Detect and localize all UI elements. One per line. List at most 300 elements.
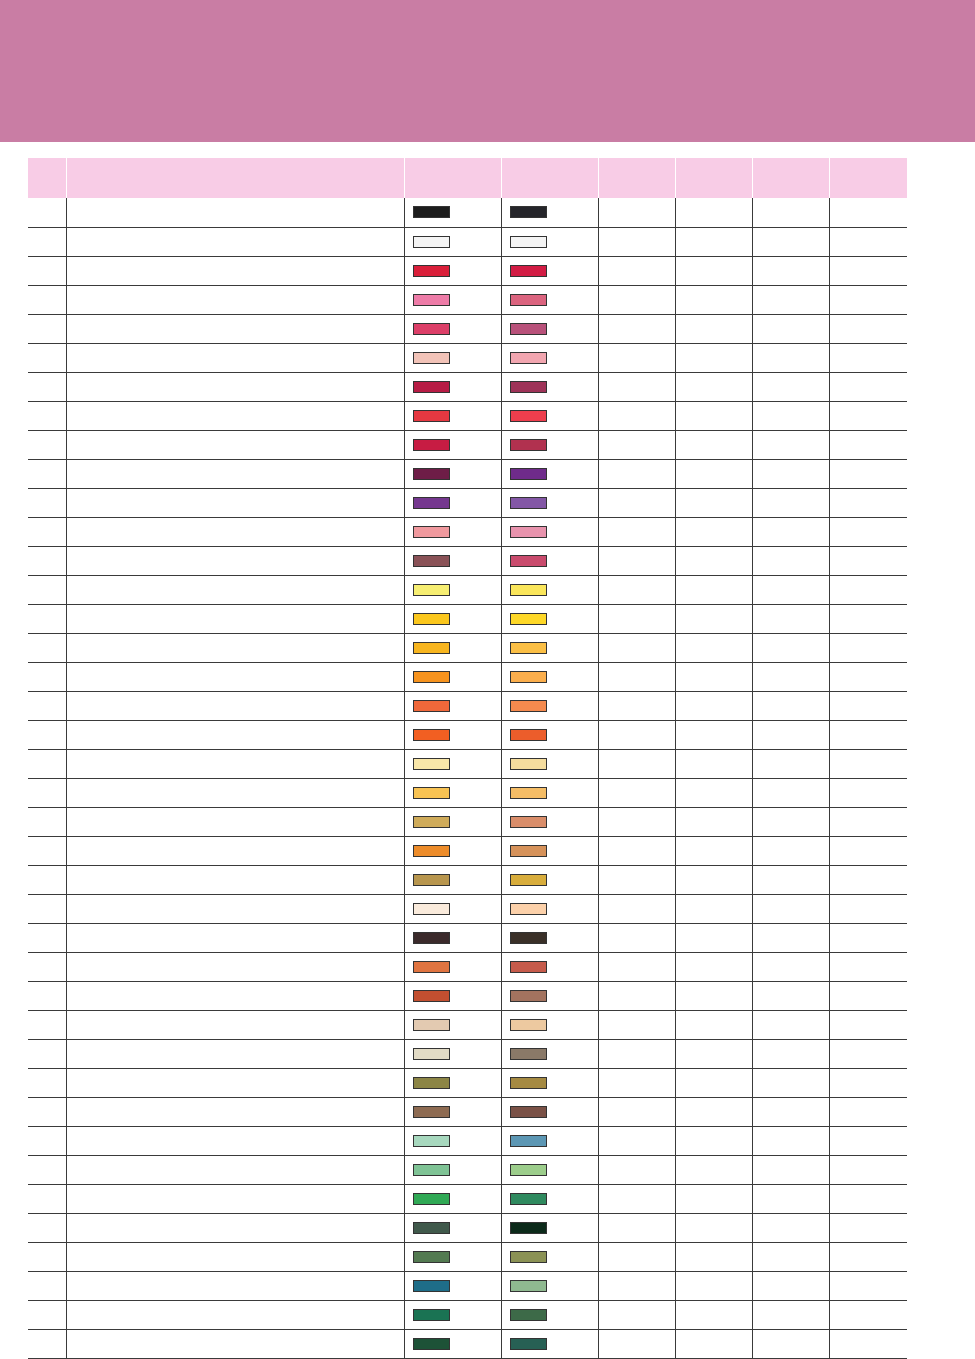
color-swatch-b (510, 410, 547, 422)
color-swatch-b (510, 1077, 547, 1089)
row-number (28, 256, 66, 285)
row-name (66, 836, 404, 865)
row-col-5 (598, 227, 675, 256)
row-col-7 (752, 1010, 829, 1039)
color-swatch-b-cell (501, 1329, 598, 1358)
color-swatch-a-cell (404, 227, 501, 256)
color-swatch-a (413, 294, 450, 306)
color-swatch-b-cell (501, 952, 598, 981)
row-number (28, 894, 66, 923)
color-swatch-a-cell (404, 372, 501, 401)
row-col-6 (675, 778, 752, 807)
color-swatch-b-cell (501, 227, 598, 256)
header-col-number (28, 158, 66, 198)
row-col-8 (829, 1184, 907, 1213)
row-col-5 (598, 1126, 675, 1155)
color-swatch-a-cell (404, 198, 501, 227)
color-swatch-b (510, 439, 547, 451)
color-swatch-a (413, 265, 450, 277)
color-swatch-b (510, 1309, 547, 1321)
row-col-5 (598, 807, 675, 836)
color-swatch-a-cell (404, 1068, 501, 1097)
row-col-5 (598, 894, 675, 923)
row-col-6 (675, 1155, 752, 1184)
table-row (28, 662, 907, 691)
row-col-6 (675, 691, 752, 720)
row-name (66, 488, 404, 517)
table-row (28, 517, 907, 546)
row-col-6 (675, 1242, 752, 1271)
row-col-6 (675, 1213, 752, 1242)
color-swatch-b (510, 1135, 547, 1147)
color-swatch-a-cell (404, 1213, 501, 1242)
row-number (28, 807, 66, 836)
row-col-5 (598, 952, 675, 981)
row-col-5 (598, 1271, 675, 1300)
color-swatch-b (510, 352, 547, 364)
color-swatch-a-cell (404, 1329, 501, 1358)
top-banner (0, 0, 975, 142)
row-name (66, 633, 404, 662)
row-name (66, 343, 404, 372)
row-col-5 (598, 778, 675, 807)
row-col-5 (598, 1068, 675, 1097)
row-number (28, 633, 66, 662)
row-number (28, 604, 66, 633)
row-number (28, 778, 66, 807)
row-col-6 (675, 836, 752, 865)
table-row (28, 894, 907, 923)
row-number (28, 401, 66, 430)
row-name (66, 1184, 404, 1213)
color-swatch-a (413, 1222, 450, 1234)
table-row (28, 198, 907, 227)
row-col-6 (675, 1300, 752, 1329)
color-swatch-b-cell (501, 256, 598, 285)
row-col-6 (675, 720, 752, 749)
row-name (66, 865, 404, 894)
row-col-8 (829, 575, 907, 604)
color-swatch-a-cell (404, 749, 501, 778)
row-col-6 (675, 749, 752, 778)
color-swatch-b (510, 1338, 547, 1350)
color-swatch-a (413, 642, 450, 654)
row-col-7 (752, 778, 829, 807)
color-swatch-b (510, 1251, 547, 1263)
row-col-7 (752, 488, 829, 517)
color-swatch-b (510, 758, 547, 770)
color-swatch-b-cell (501, 720, 598, 749)
row-col-7 (752, 865, 829, 894)
row-col-8 (829, 459, 907, 488)
row-name (66, 894, 404, 923)
row-col-7 (752, 198, 829, 227)
color-swatch-b (510, 990, 547, 1002)
row-number (28, 981, 66, 1010)
color-swatch-a (413, 584, 450, 596)
row-col-7 (752, 1126, 829, 1155)
row-col-6 (675, 633, 752, 662)
table-row (28, 604, 907, 633)
color-swatch-b-cell (501, 1068, 598, 1097)
header-col-7 (752, 158, 829, 198)
color-swatch-a (413, 787, 450, 799)
color-swatch-b (510, 265, 547, 277)
header-col-6 (675, 158, 752, 198)
row-col-8 (829, 343, 907, 372)
row-col-7 (752, 1039, 829, 1068)
row-col-7 (752, 1213, 829, 1242)
row-number (28, 372, 66, 401)
row-col-6 (675, 256, 752, 285)
color-swatch-a-cell (404, 256, 501, 285)
row-number (28, 575, 66, 604)
color-swatch-b (510, 1019, 547, 1031)
row-name (66, 720, 404, 749)
color-swatch-b-cell (501, 923, 598, 952)
row-col-8 (829, 633, 907, 662)
color-swatch-a-cell (404, 430, 501, 459)
color-swatch-a-cell (404, 952, 501, 981)
row-col-6 (675, 1039, 752, 1068)
row-number (28, 691, 66, 720)
row-col-6 (675, 1329, 752, 1358)
color-swatch-a (413, 468, 450, 480)
color-swatch-a (413, 236, 450, 248)
row-col-5 (598, 285, 675, 314)
color-swatch-b-cell (501, 575, 598, 604)
table-row (28, 1271, 907, 1300)
row-col-8 (829, 256, 907, 285)
row-col-8 (829, 1039, 907, 1068)
color-swatch-a (413, 1338, 450, 1350)
color-swatch-b-cell (501, 285, 598, 314)
color-swatch-b (510, 1193, 547, 1205)
color-swatch-b-cell (501, 865, 598, 894)
color-swatch-a (413, 816, 450, 828)
row-col-7 (752, 1300, 829, 1329)
table-row (28, 1068, 907, 1097)
table-row (28, 1242, 907, 1271)
table-row (28, 952, 907, 981)
table-body (28, 198, 907, 1358)
color-swatch-b (510, 584, 547, 596)
thread-color-table (28, 158, 907, 1359)
row-col-6 (675, 372, 752, 401)
table-row (28, 285, 907, 314)
row-col-6 (675, 285, 752, 314)
color-swatch-a (413, 729, 450, 741)
color-swatch-b-cell (501, 633, 598, 662)
row-col-8 (829, 227, 907, 256)
color-swatch-b-cell (501, 1242, 598, 1271)
row-col-6 (675, 807, 752, 836)
row-number (28, 198, 66, 227)
color-swatch-b (510, 700, 547, 712)
row-number (28, 720, 66, 749)
table-row (28, 720, 907, 749)
row-col-7 (752, 314, 829, 343)
color-swatch-b-cell (501, 604, 598, 633)
header-col-swatch-b (501, 158, 598, 198)
row-col-5 (598, 575, 675, 604)
color-swatch-b-cell (501, 517, 598, 546)
table-row (28, 256, 907, 285)
row-name (66, 604, 404, 633)
row-col-7 (752, 1271, 829, 1300)
row-number (28, 923, 66, 952)
color-swatch-b-cell (501, 778, 598, 807)
color-swatch-b (510, 1106, 547, 1118)
table-row (28, 807, 907, 836)
table-row (28, 865, 907, 894)
row-name (66, 923, 404, 952)
row-col-8 (829, 1300, 907, 1329)
row-number (28, 1213, 66, 1242)
color-swatch-b-cell (501, 343, 598, 372)
row-col-5 (598, 1039, 675, 1068)
row-number (28, 952, 66, 981)
row-col-5 (598, 198, 675, 227)
row-col-5 (598, 691, 675, 720)
row-col-7 (752, 662, 829, 691)
row-col-7 (752, 952, 829, 981)
row-col-5 (598, 981, 675, 1010)
header-col-swatch-a (404, 158, 501, 198)
row-col-7 (752, 981, 829, 1010)
color-swatch-b-cell (501, 1184, 598, 1213)
row-col-7 (752, 923, 829, 952)
row-number (28, 343, 66, 372)
row-number (28, 1097, 66, 1126)
color-swatch-a-cell (404, 1271, 501, 1300)
row-col-5 (598, 401, 675, 430)
color-swatch-a (413, 410, 450, 422)
row-col-7 (752, 807, 829, 836)
row-col-8 (829, 691, 907, 720)
header-col-5 (598, 158, 675, 198)
color-swatch-a-cell (404, 314, 501, 343)
row-col-5 (598, 662, 675, 691)
row-col-5 (598, 633, 675, 662)
color-swatch-b (510, 961, 547, 973)
color-swatch-a-cell (404, 604, 501, 633)
color-swatch-b-cell (501, 1271, 598, 1300)
row-col-7 (752, 401, 829, 430)
row-col-8 (829, 923, 907, 952)
table-row (28, 1329, 907, 1358)
row-name (66, 314, 404, 343)
row-col-8 (829, 720, 907, 749)
color-swatch-a-cell (404, 401, 501, 430)
color-swatch-a (413, 903, 450, 915)
row-col-8 (829, 1271, 907, 1300)
color-swatch-b (510, 294, 547, 306)
row-name (66, 546, 404, 575)
row-col-8 (829, 1242, 907, 1271)
row-name (66, 575, 404, 604)
row-col-8 (829, 894, 907, 923)
color-swatch-b-cell (501, 459, 598, 488)
row-col-8 (829, 1213, 907, 1242)
row-col-8 (829, 372, 907, 401)
row-col-8 (829, 1097, 907, 1126)
color-swatch-b (510, 613, 547, 625)
row-name (66, 1155, 404, 1184)
color-swatch-b (510, 932, 547, 944)
row-col-6 (675, 952, 752, 981)
row-col-8 (829, 488, 907, 517)
row-number (28, 488, 66, 517)
color-swatch-b-cell (501, 981, 598, 1010)
row-number (28, 1039, 66, 1068)
row-col-6 (675, 314, 752, 343)
row-col-6 (675, 865, 752, 894)
color-swatch-b (510, 323, 547, 335)
color-swatch-a (413, 323, 450, 335)
color-swatch-b (510, 555, 547, 567)
row-col-8 (829, 1329, 907, 1358)
row-number (28, 865, 66, 894)
table-row (28, 343, 907, 372)
color-swatch-a-cell (404, 778, 501, 807)
row-col-8 (829, 285, 907, 314)
row-number (28, 227, 66, 256)
row-number (28, 1329, 66, 1358)
row-number (28, 1242, 66, 1271)
row-number (28, 285, 66, 314)
row-col-5 (598, 256, 675, 285)
color-swatch-a-cell (404, 633, 501, 662)
row-col-5 (598, 546, 675, 575)
row-col-8 (829, 546, 907, 575)
color-swatch-a-cell (404, 1242, 501, 1271)
color-swatch-b (510, 816, 547, 828)
row-col-8 (829, 314, 907, 343)
color-swatch-b-cell (501, 1300, 598, 1329)
color-swatch-b (510, 526, 547, 538)
color-swatch-a-cell (404, 546, 501, 575)
row-col-5 (598, 430, 675, 459)
color-swatch-b-cell (501, 1213, 598, 1242)
table-row (28, 778, 907, 807)
row-name (66, 807, 404, 836)
color-swatch-b (510, 1048, 547, 1060)
row-col-8 (829, 1155, 907, 1184)
color-swatch-b (510, 671, 547, 683)
row-col-6 (675, 227, 752, 256)
row-name (66, 778, 404, 807)
color-swatch-a-cell (404, 1010, 501, 1039)
row-name (66, 1097, 404, 1126)
row-name (66, 952, 404, 981)
color-swatch-a (413, 1251, 450, 1263)
row-number (28, 1155, 66, 1184)
row-col-8 (829, 1126, 907, 1155)
row-col-7 (752, 894, 829, 923)
row-col-8 (829, 981, 907, 1010)
row-col-7 (752, 430, 829, 459)
color-swatch-b (510, 468, 547, 480)
color-swatch-a (413, 1193, 450, 1205)
row-col-7 (752, 749, 829, 778)
row-number (28, 662, 66, 691)
table-row (28, 430, 907, 459)
row-col-6 (675, 1097, 752, 1126)
row-number (28, 546, 66, 575)
table-row (28, 575, 907, 604)
row-name (66, 749, 404, 778)
color-swatch-b-cell (501, 1097, 598, 1126)
row-col-6 (675, 430, 752, 459)
row-name (66, 517, 404, 546)
row-col-5 (598, 865, 675, 894)
color-swatch-b (510, 236, 547, 248)
color-swatch-a-cell (404, 691, 501, 720)
color-swatch-a-cell (404, 981, 501, 1010)
row-col-5 (598, 459, 675, 488)
header-col-name (66, 158, 404, 198)
color-swatch-b-cell (501, 314, 598, 343)
color-swatch-a (413, 1164, 450, 1176)
color-swatch-a-cell (404, 836, 501, 865)
row-col-7 (752, 604, 829, 633)
row-col-6 (675, 401, 752, 430)
color-swatch-b-cell (501, 1126, 598, 1155)
row-col-6 (675, 459, 752, 488)
color-swatch-a (413, 613, 450, 625)
color-swatch-a-cell (404, 1126, 501, 1155)
row-col-5 (598, 488, 675, 517)
row-col-6 (675, 343, 752, 372)
row-col-7 (752, 633, 829, 662)
row-col-7 (752, 1184, 829, 1213)
row-col-6 (675, 894, 752, 923)
row-col-6 (675, 1184, 752, 1213)
row-col-5 (598, 604, 675, 633)
row-col-6 (675, 981, 752, 1010)
color-swatch-b-cell (501, 488, 598, 517)
table-row (28, 401, 907, 430)
row-name (66, 198, 404, 227)
row-col-5 (598, 372, 675, 401)
row-col-8 (829, 198, 907, 227)
color-swatch-a-cell (404, 807, 501, 836)
color-swatch-b-cell (501, 894, 598, 923)
row-col-8 (829, 662, 907, 691)
color-swatch-a-cell (404, 1097, 501, 1126)
table-row (28, 1126, 907, 1155)
row-name (66, 430, 404, 459)
row-number (28, 1068, 66, 1097)
row-name (66, 372, 404, 401)
color-swatch-a (413, 206, 450, 218)
row-name (66, 1039, 404, 1068)
row-number (28, 459, 66, 488)
color-swatch-b (510, 1164, 547, 1176)
row-col-6 (675, 1271, 752, 1300)
color-swatch-a-cell (404, 1300, 501, 1329)
row-col-8 (829, 749, 907, 778)
color-swatch-a (413, 1048, 450, 1060)
color-swatch-b (510, 1280, 547, 1292)
color-swatch-a (413, 497, 450, 509)
color-swatch-a (413, 1135, 450, 1147)
color-swatch-b-cell (501, 401, 598, 430)
row-col-6 (675, 604, 752, 633)
color-swatch-a-cell (404, 923, 501, 952)
table-row (28, 749, 907, 778)
